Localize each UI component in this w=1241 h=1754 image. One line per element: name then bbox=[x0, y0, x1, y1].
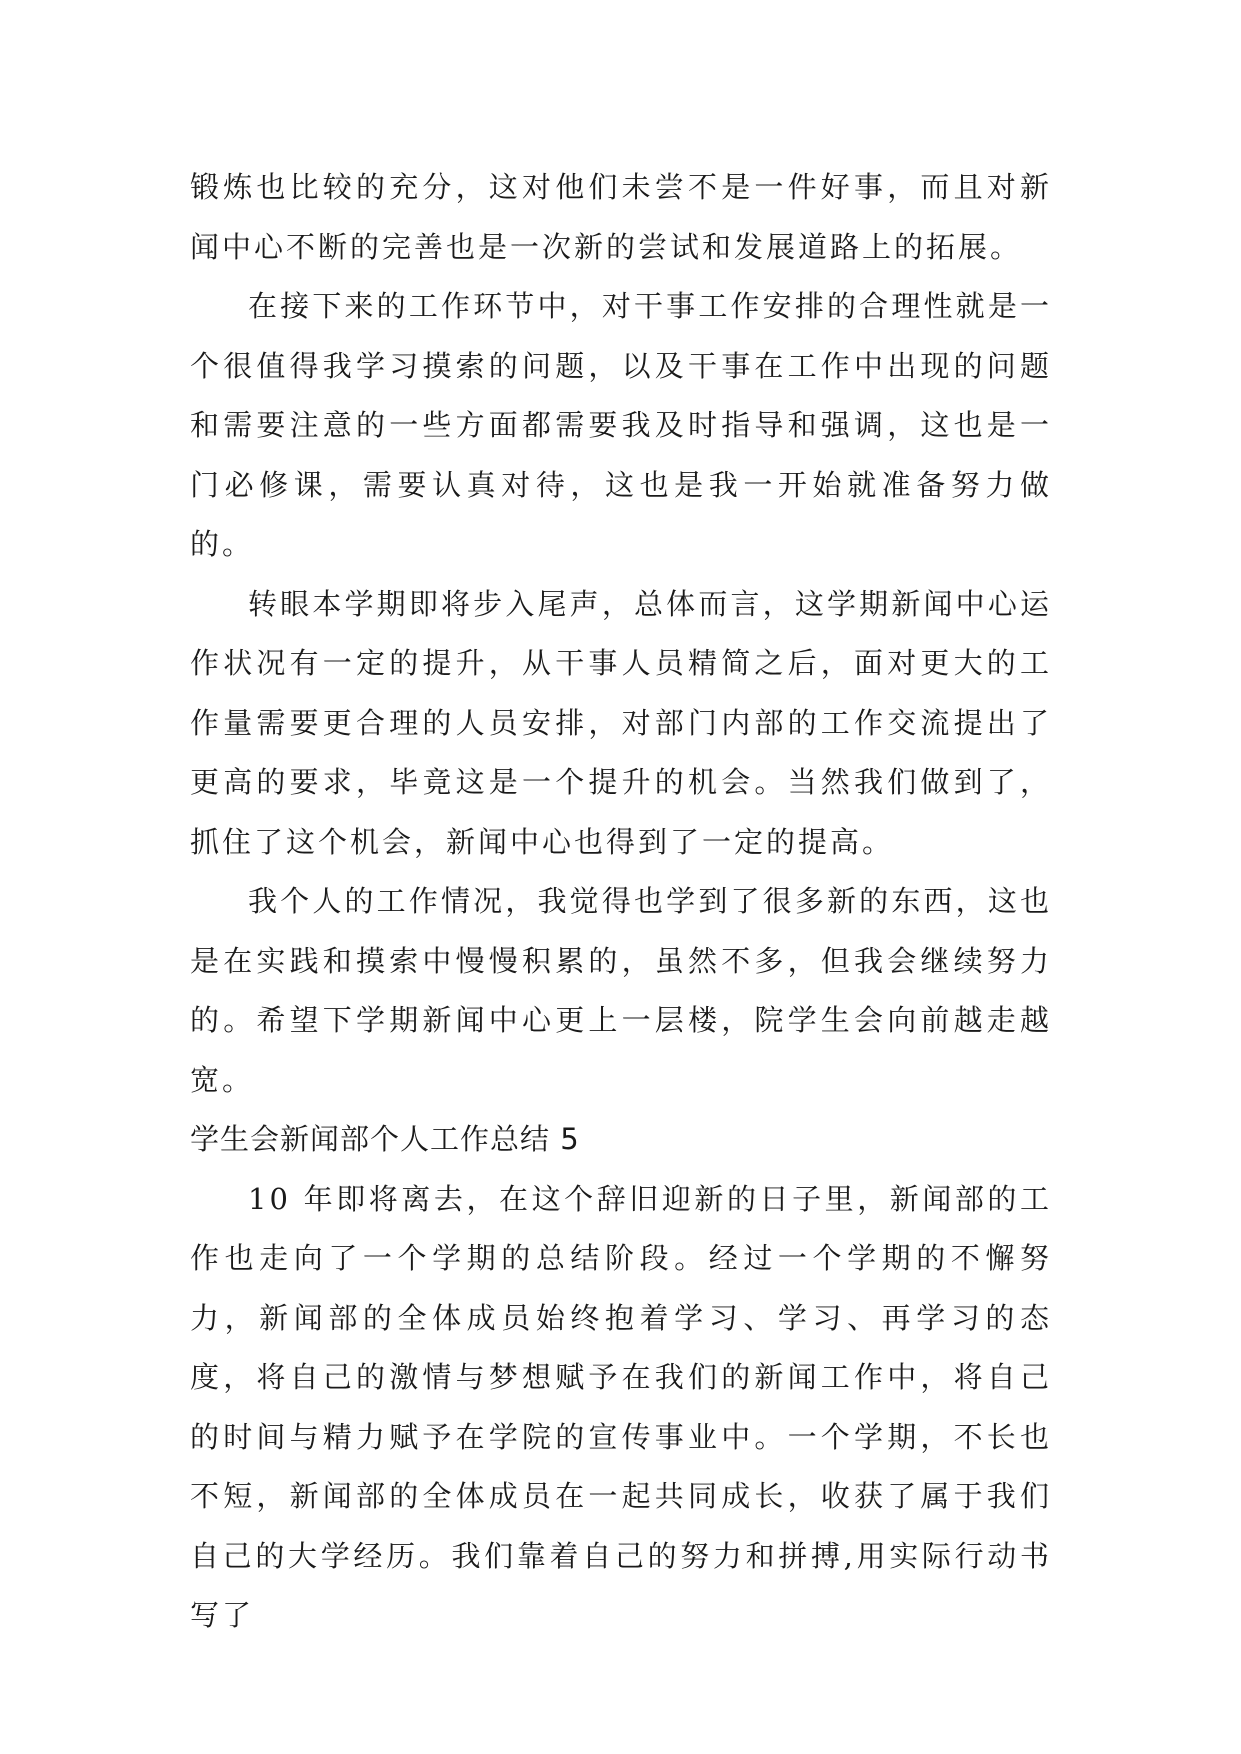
paragraph-continued: 锻炼也比较的充分，这对他们未尝不是一件好事，而且对新闻中心不断的完善也是一次新的尝试和发展道路上的拓展。 bbox=[190, 170, 1052, 264]
paragraph: 10 年即将离去，在这个辞旧迎新的日子里，新闻部的工作也走向了一个学期的总结阶段。经过一个学期的不懈努力，新闻部的全体成员始终抱着学习、学习、再学习的态度，将自己的激情与梦想赋予在我们的新闻工作中，将自己的时间与精力赋予在学院的宣传事业中。一个学期，不长也不短，新闻部的全体成员在一起共同成长，收获了属于我们自己的大学经历。我们靠着自己的努力和拼搏,用实际行动书写了 bbox=[190, 1181, 1052, 1632]
document-body bbox=[190, 158, 1052, 1646]
section-heading: 学生会新闻部个人工作总结 5 bbox=[190, 1122, 580, 1156]
paragraph: 转眼本学期即将步入尾声，总体而言，这学期新闻中心运作状况有一定的提升，从干事人员精简之后，面对更大的工作量需要更合理的人员安排，对部门内部的工作交流提出了更高的要求，毕竟这是一个提升的机会。当然我们做到了，抓住了这个机会，新闻中心也得到了一定的提高。 bbox=[190, 586, 1052, 859]
paragraph: 在接下来的工作环节中，对干事工作安排的合理性就是一个很值得我学习摸索的问题，以及干事在工作中出现的问题和需要注意的一些方面都需要我及时指导和强调，这也是一门必修课，需要认真对待，这也是我一开始就准备努力做的。 bbox=[190, 289, 1052, 561]
paragraph: 我个人的工作情况，我觉得也学到了很多新的东西，这也是在实践和摸索中慢慢积累的，虽然不多，但我会继续努力的。希望下学期新闻中心更上一层楼，院学生会向前越走越宽。 bbox=[190, 884, 1052, 1097]
